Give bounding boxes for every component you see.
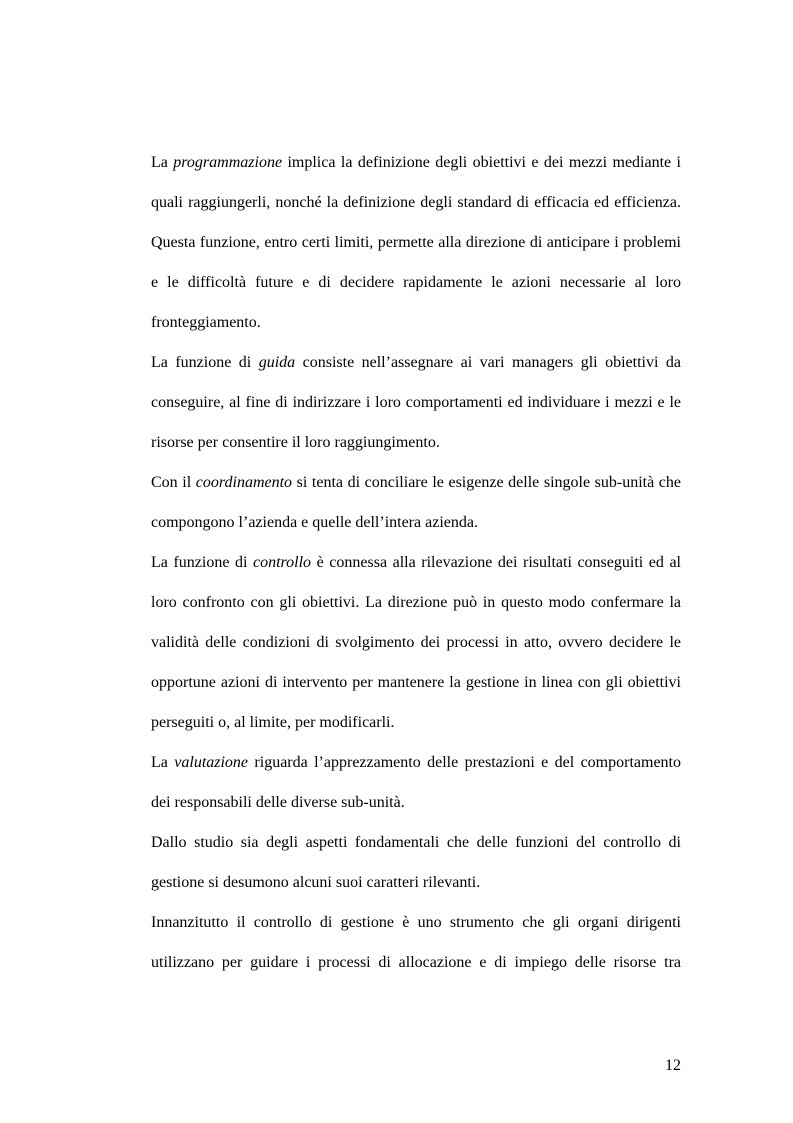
paragraph-text-start: La (151, 154, 174, 171)
paragraph-innanzitutto: Innanzitutto il controllo di gestione è uno strumento che gli organi dirigenti utilizzano per guidare i processi di allocazione e di impiego delle risorse tra (151, 914, 681, 971)
paragraph-text-start: Con il (151, 474, 196, 491)
term-controllo: controllo (252, 554, 312, 571)
paragraph-coordinamento (151, 463, 681, 543)
page-number: 12 (665, 1057, 681, 1074)
term-coordinamento: coordinamento (195, 474, 293, 491)
paragraph-guida (151, 343, 681, 463)
paragraph-text-end: consiste nell’assegnare ai vari managers gli obiettivi da conseguire, al fine di indirizzare i loro comportamenti ed individuare i mezzi e le risorse per consentire il loro raggiungimento. (151, 354, 681, 451)
paragraph-caratteri: Dallo studio sia degli aspetti fondamentali che delle funzioni del controllo di gestione si desumono alcuni suoi caratteri rilevanti. (151, 834, 681, 891)
paragraph-text-start: La funzione di (151, 354, 259, 371)
paragraph-text-end: riguarda l’apprezzamento delle prestazioni e del comportamento dei responsabili delle diverse sub-unità. (151, 754, 681, 811)
paragraph-text-start: La (151, 754, 175, 771)
paragraph-text-end: implica la definizione degli obiettivi e dei mezzi mediante i quali raggiungerli, nonché la definizione degli standard di efficacia ed efficienza. Questa funzione, entro certi limiti, permette alla direzione di anticipare i problemi e le difficoltà future e di decidere rapidamente le azioni necessarie al loro fronteggiamento. (151, 154, 682, 331)
paragraph-programmazione (151, 143, 681, 343)
paragraph-text-end: si tenta di conciliare le esigenze delle singole sub-unità che compongono l’azienda e quelle dell’intera azienda. (151, 474, 682, 531)
term-programmazione: programmazione (173, 154, 283, 171)
paragraph-valutazione (151, 743, 681, 823)
paragraph-controllo (151, 543, 681, 743)
paragraph-text-start: La funzione di (151, 554, 253, 571)
paragraph-text-end: è connessa alla rilevazione dei risultati conseguiti ed al loro confronto con gli obiettivi. La direzione può in questo modo confermare la validità delle condizioni di svolgimento dei processi in atto, ovvero decidere le opportune azioni di intervento per mantenere la gestione in linea con gli obiettivi perseguiti o, al limite, per modificarli. (151, 554, 681, 731)
document-body (151, 143, 681, 983)
term-guida: guida (258, 354, 296, 371)
term-valutazione: valutazione (174, 754, 249, 771)
